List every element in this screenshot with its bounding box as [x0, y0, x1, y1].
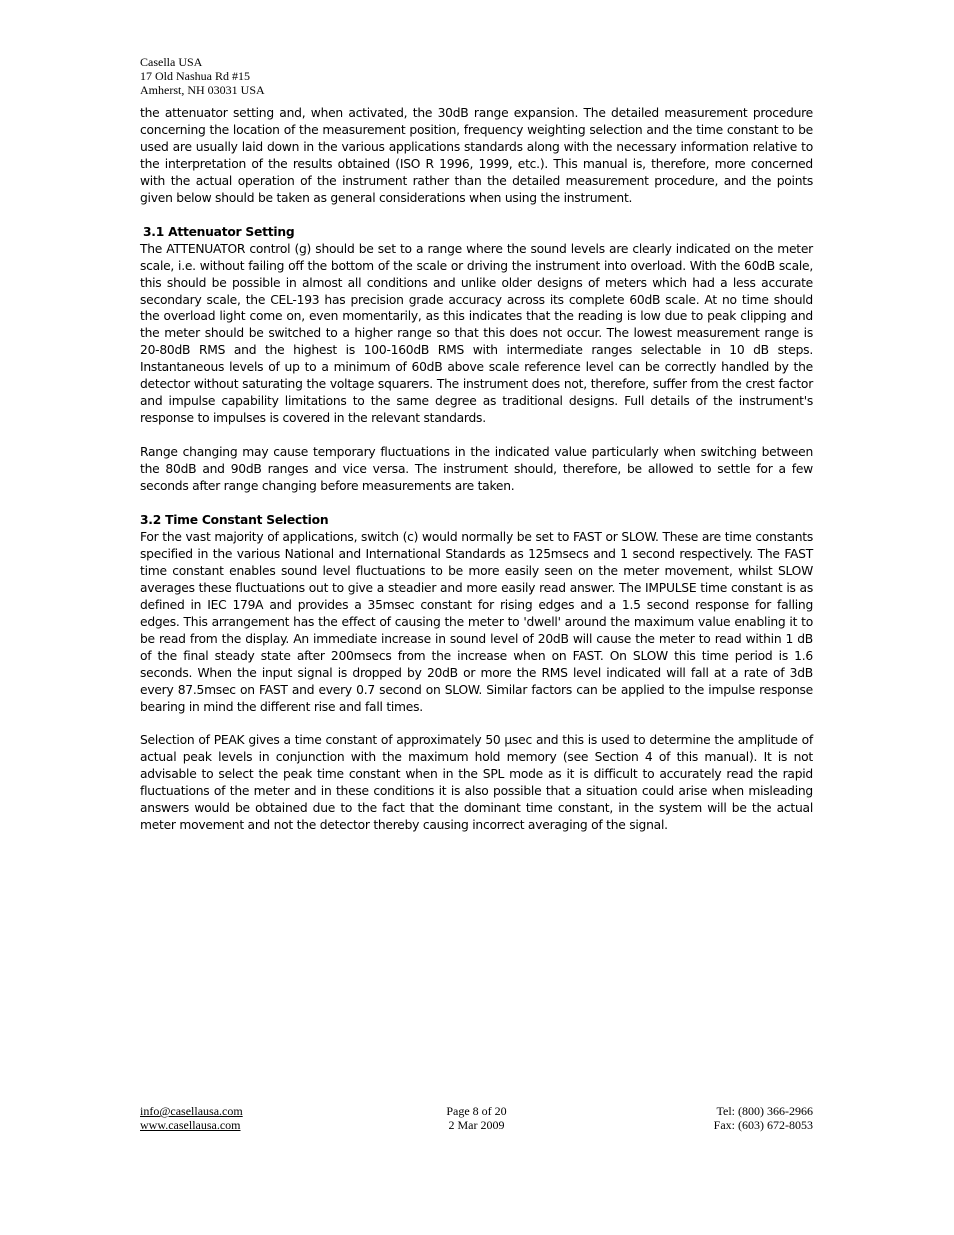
email-link[interactable]: info@casellausa.com [140, 1104, 243, 1118]
paragraph-spacer [140, 427, 813, 444]
paragraph-spacer [140, 495, 813, 512]
footer-phone-info [714, 1104, 813, 1132]
fax-number: Fax: (603) 672-8053 [713, 1118, 813, 1132]
time-constant-paragraph-2: Selection of PEAK gives a time constant of approximately 50 µsec and this is used to determine the amplitude of actual peak levels in conjunction with the maximum hold memory (see Section 4 of this manual). It is not advisable to select the peak time constant when in the SPL mode as it is difficult to accurately read the rapid fluctuations of the meter and in these conditions it is also possible that a situation could arise when misleading answers would be obtained due to the fact that the dominant time constant, in the system will be the actual meter movement and not the detector thereby causing incorrect averaging of the signal. [140, 733, 813, 833]
company-name: Casella USA [140, 55, 203, 69]
section-heading-attenuator: 3.1 Attenuator Setting [143, 224, 295, 239]
intro-paragraph: the attenuator setting and, when activated, the 30dB range expansion. The detailed measurement procedure concerning the location of the measurement position, frequency weighting selection and the time constant to be used are usually laid down in the various applications standards along with the necessary information relative to the interpretation of the results obtained (ISO R 1996, 1999, etc.). This manual is, therefore, more concerned with the actual operation of the instrument rather than the detailed measurement procedure, and the points given below should be taken as general considerations when using the instrument. [140, 106, 813, 205]
section-heading-time-constant: 3.2 Time Constant Selection [140, 513, 329, 528]
paragraph-spacer [140, 715, 813, 732]
document-date: 2 Mar 2009 [448, 1118, 505, 1132]
time-constant-paragraph-1: For the vast majority of applications, switch (c) would normally be set to FAST or SLOW. These are time constants specified in the various National and International Standards as 125msecs and 1 second respectively. The FAST time constant enables sound level fluctuations to be more easily seen on the meter movement, whilst SLOW averages these fluctuations out to give a steadier and more easily read answer. The IMPULSE time constant is as defined in IEC 179A and provides a 35msec constant for rising edges and a 1.5 second response for falling edges. This arrangement has the effect of causing the meter to 'dwell' around the maximum value enabling it to be read from the display. An immediate increase in sound level of 20dB will cause the meter to read within 1 dB of the final steady state after 200msecs from the increase when on FAST. On SLOW this time period is 1.6 seconds. When the input signal is dropped by 20dB or more the RMS level indicated will fall at a rate of 3dB every 87.5msec on FAST and every 0.7 second on SLOW. Similar factors can be applied to the impulse response bearing in mind the different rise and fall times. [140, 529, 813, 714]
main-content [140, 105, 813, 834]
website-link[interactable]: www.casellausa.com [140, 1118, 241, 1132]
street-address: 17 Old Nashua Rd #15 [140, 69, 250, 83]
attenuator-paragraph-1: The ATTENUATOR control (g) should be set to a range where the sound levels are clearly indicated on the meter scale, i.e. without failing off the bottom of the scale or driving the instrument into overload. With the 60dB scale, this should be possible in almost all conditions and unlike older designs of meters which had a less accurate secondary scale, the CEL-193 has precision grade accuracy across its complete 60dB scale. At no time should the overload light come on, even momentarily, as this indicates that the reading is low due to peak clipping and the meter should be switched to a higher range so that this does not occur. The lowest measurement range is 20-80dB RMS and the highest is 100-160dB RMS with intermediate ranges selectable in 10 dB steps. Instantaneous levels of up to a minimum of 60dB above scale reference level can be correctly handled by the detector without saturating the voltage squarers. The instrument does not, therefore, suffer from the crest factor and impulse capability limitations to the same degree as traditional designs. Full details of the instrument's response to impulses is covered in the relevant standards. [140, 241, 813, 426]
attenuator-paragraph-2: Range changing may cause temporary fluctuations in the indicated value particularly when switching between the 80dB and 90dB ranges and vice versa. The instrument should, therefore, be allowed to settle for a few seconds after range changing before measurements are taken. [140, 445, 813, 494]
footer-page-info [140, 1104, 813, 1132]
city-address: Amherst, NH 03031 USA [140, 83, 265, 97]
letterhead [140, 55, 265, 97]
telephone-number: Tel: (800) 366-2966 [716, 1104, 813, 1118]
paragraph-spacer [140, 207, 813, 224]
page-number: Page 8 of 20 [446, 1104, 507, 1118]
